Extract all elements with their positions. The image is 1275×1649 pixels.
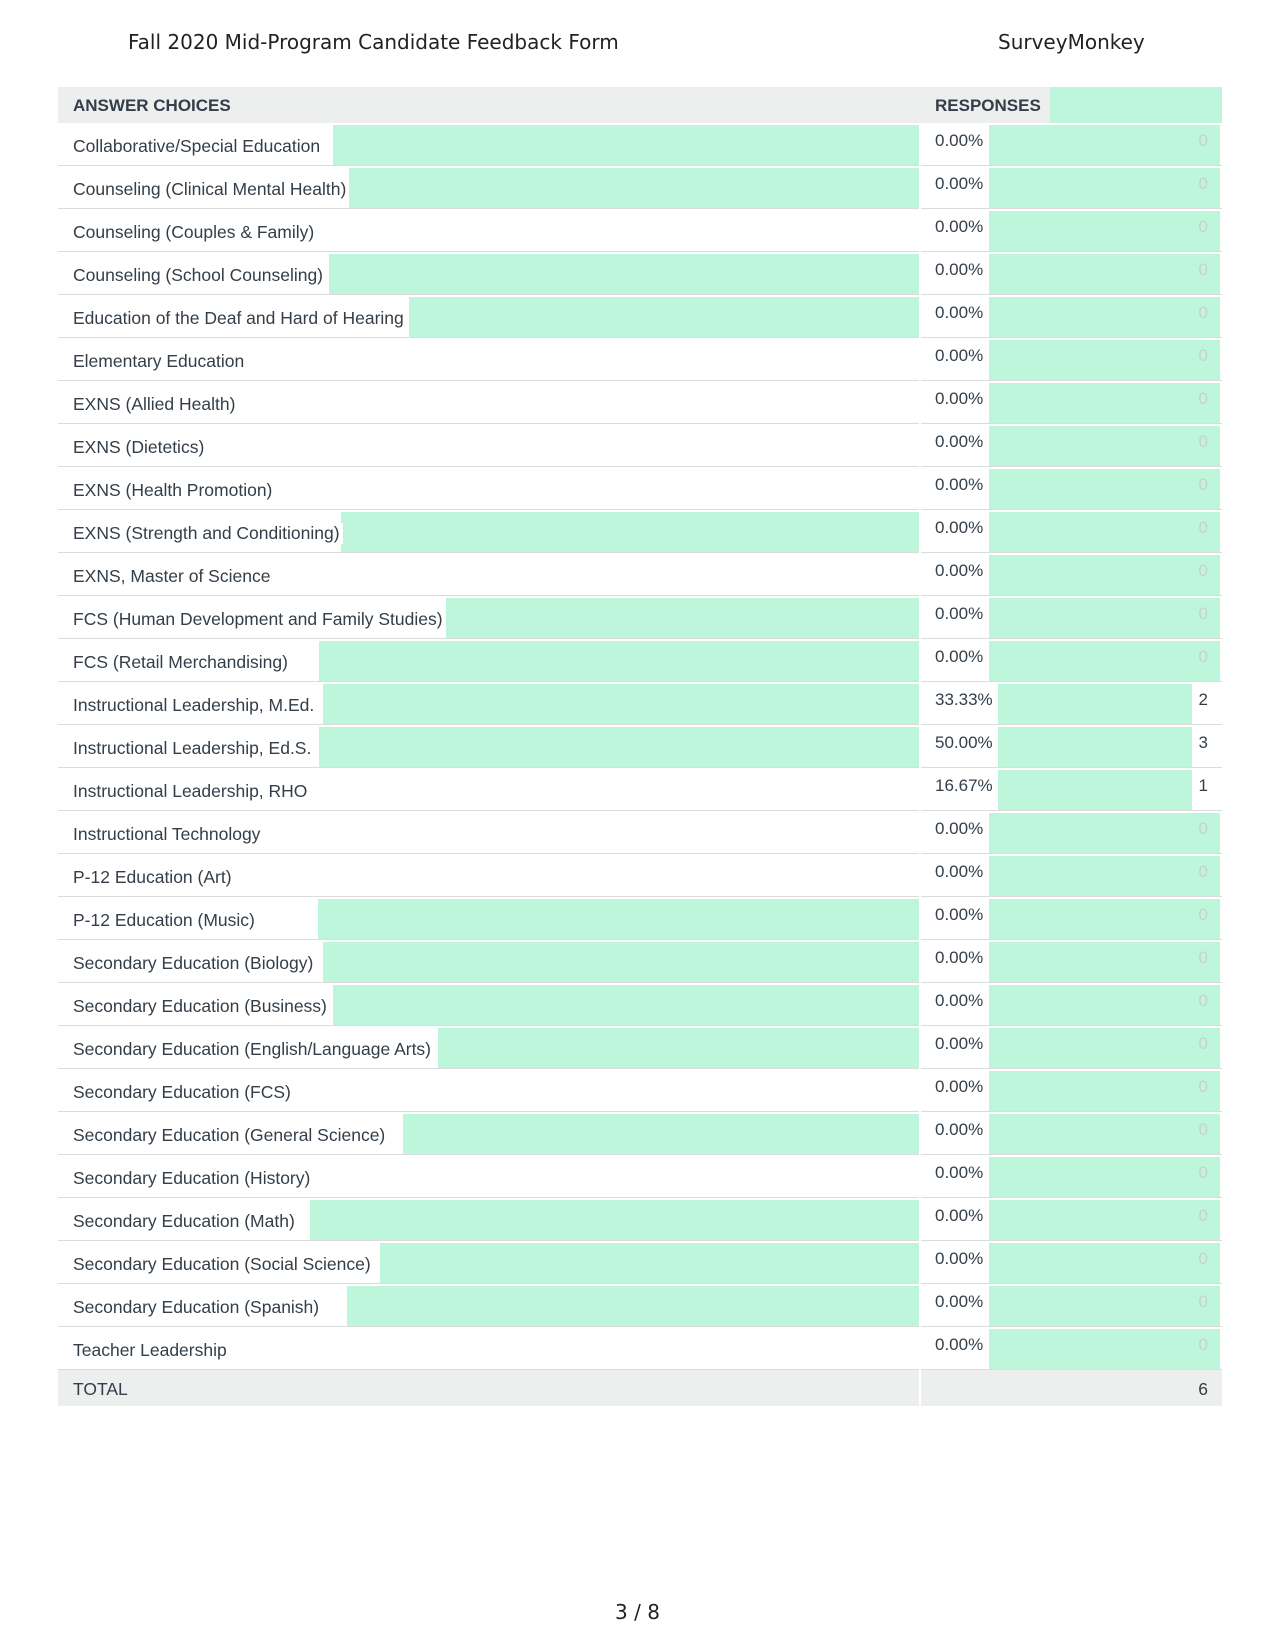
table-row <box>58 1112 1222 1155</box>
answer-bar <box>349 168 919 208</box>
table-row <box>58 596 1222 639</box>
column-separator <box>919 1198 921 1241</box>
total-count: 6 <box>1198 1379 1208 1399</box>
answer-bar <box>409 297 919 337</box>
response-count: 3 <box>1198 733 1208 752</box>
response-percent: 0.00% <box>935 1034 984 1053</box>
answer-choice-label: Secondary Education (History) <box>73 1168 313 1189</box>
response-percent: 0.00% <box>935 260 984 279</box>
response-count: 0 <box>1198 174 1208 193</box>
answer-bar <box>319 641 919 681</box>
answer-choice-label: Secondary Education (Social Science) <box>73 1254 374 1275</box>
response-percent: 0.00% <box>935 518 984 537</box>
table-row <box>58 553 1222 596</box>
response-count: 0 <box>1198 561 1208 580</box>
response-bar <box>989 211 1220 251</box>
response-percent: 0.00% <box>935 346 984 365</box>
table-row <box>58 897 1222 940</box>
response-count: 0 <box>1198 1206 1208 1225</box>
response-bar <box>989 1200 1220 1240</box>
responses-table <box>58 87 1222 1406</box>
response-bar <box>989 598 1220 638</box>
response-count: 0 <box>1198 346 1208 365</box>
answer-choice-label: Secondary Education (English/Language Arts) <box>73 1039 434 1060</box>
answer-choice-label: Instructional Leadership, RHO <box>73 781 310 802</box>
response-percent: 0.00% <box>935 389 984 408</box>
response-bar <box>989 1286 1220 1326</box>
table-total-row <box>58 1370 1222 1406</box>
column-separator <box>919 639 921 682</box>
answer-choice-label: Secondary Education (Biology) <box>73 953 316 974</box>
response-bar <box>989 1243 1220 1283</box>
answer-bar <box>446 598 919 638</box>
answer-choice-label: P-12 Education (Music) <box>73 910 258 931</box>
response-count: 0 <box>1198 131 1208 150</box>
response-bar <box>989 297 1220 337</box>
answer-choice-label: Counseling (Clinical Mental Health) <box>73 179 349 200</box>
response-count: 0 <box>1198 604 1208 623</box>
column-separator <box>919 209 921 252</box>
table-row <box>58 1198 1222 1241</box>
answer-choice-label: P-12 Education (Art) <box>73 867 235 888</box>
column-separator <box>919 725 921 768</box>
column-separator <box>919 983 921 1026</box>
response-count: 0 <box>1198 1120 1208 1139</box>
column-separator <box>919 1241 921 1284</box>
answer-choice-label: FCS (Retail Merchandising) <box>73 652 291 673</box>
table-row <box>58 768 1222 811</box>
table-row <box>58 1284 1222 1327</box>
answer-bar <box>318 899 919 939</box>
column-header-responses-cell <box>920 87 1222 123</box>
response-count: 0 <box>1198 905 1208 924</box>
response-count: 0 <box>1198 475 1208 494</box>
response-percent: 0.00% <box>935 1077 984 1096</box>
response-percent: 0.00% <box>935 948 984 967</box>
response-count: 0 <box>1198 862 1208 881</box>
column-separator <box>919 338 921 381</box>
answer-choice-label: Secondary Education (General Science) <box>73 1125 388 1146</box>
response-bar <box>998 684 1192 724</box>
table-row <box>58 381 1222 424</box>
response-percent: 0.00% <box>935 432 984 451</box>
column-separator <box>919 1155 921 1198</box>
response-bar <box>989 555 1220 595</box>
response-bar <box>989 426 1220 466</box>
response-percent: 0.00% <box>935 174 984 193</box>
table-row <box>58 983 1222 1026</box>
page-number: 3 / 8 <box>615 1600 660 1624</box>
response-bar <box>989 383 1220 423</box>
answer-bar <box>341 512 919 552</box>
response-count: 0 <box>1198 1249 1208 1268</box>
response-bar <box>998 770 1192 810</box>
response-bar <box>989 1028 1220 1068</box>
answer-choice-label: Secondary Education (FCS) <box>73 1082 294 1103</box>
table-row <box>58 424 1222 467</box>
response-bar <box>989 899 1220 939</box>
response-count: 0 <box>1198 303 1208 322</box>
answer-bar <box>347 1286 919 1326</box>
column-separator <box>919 1327 921 1370</box>
page-header <box>0 28 1275 58</box>
table-row <box>58 252 1222 295</box>
response-count: 0 <box>1198 389 1208 408</box>
response-percent: 0.00% <box>935 1335 984 1354</box>
answer-bar <box>323 942 919 982</box>
response-bar <box>989 254 1220 294</box>
answer-choice-label: Secondary Education (Spanish) <box>73 1297 322 1318</box>
answer-choice-label: Secondary Education (Business) <box>73 996 330 1017</box>
response-count: 0 <box>1198 948 1208 967</box>
answer-choice-label: EXNS, Master of Science <box>73 566 273 587</box>
response-percent: 0.00% <box>935 217 984 236</box>
table-row <box>58 682 1222 725</box>
table-row <box>58 940 1222 983</box>
response-bar <box>998 727 1192 767</box>
response-count: 1 <box>1198 776 1208 795</box>
response-percent: 0.00% <box>935 991 984 1010</box>
answer-bar <box>438 1028 919 1068</box>
column-separator <box>919 940 921 983</box>
response-count: 0 <box>1198 1163 1208 1182</box>
table-row <box>58 854 1222 897</box>
response-percent: 33.33% <box>935 690 993 709</box>
response-percent: 0.00% <box>935 1163 984 1182</box>
answer-bar <box>403 1114 919 1154</box>
response-bar <box>989 469 1220 509</box>
response-percent: 0.00% <box>935 1206 984 1225</box>
response-bar <box>989 813 1220 853</box>
response-percent: 0.00% <box>935 131 984 150</box>
response-percent: 0.00% <box>935 561 984 580</box>
brand-name: SurveyMonkey <box>998 30 1145 54</box>
response-percent: 0.00% <box>935 303 984 322</box>
response-count: 0 <box>1198 991 1208 1010</box>
table-row <box>58 1241 1222 1284</box>
table-header <box>58 87 1222 123</box>
response-bar <box>989 856 1220 896</box>
response-percent: 50.00% <box>935 733 993 752</box>
answer-choice-label: Teacher Leadership <box>73 1340 230 1361</box>
response-bar <box>989 340 1220 380</box>
response-percent: 0.00% <box>935 1120 984 1139</box>
response-percent: 0.00% <box>935 1292 984 1311</box>
response-bar <box>989 942 1220 982</box>
column-separator <box>919 381 921 424</box>
table-row <box>58 725 1222 768</box>
answer-choice-label: Instructional Leadership, M.Ed. <box>73 695 317 716</box>
table-row <box>58 209 1222 252</box>
column-header-answer-choices: ANSWER CHOICES <box>73 96 231 115</box>
answer-choice-label: Instructional Technology <box>73 824 263 845</box>
response-bar <box>989 1071 1220 1111</box>
answer-choice-label: EXNS (Allied Health) <box>73 394 238 415</box>
column-separator <box>919 1026 921 1069</box>
answer-choice-label: Elementary Education <box>73 351 247 372</box>
response-percent: 0.00% <box>935 905 984 924</box>
response-count: 0 <box>1198 1292 1208 1311</box>
response-count: 0 <box>1198 819 1208 838</box>
answer-bar <box>333 125 919 165</box>
response-bar <box>989 125 1220 165</box>
response-count: 0 <box>1198 432 1208 451</box>
response-percent: 0.00% <box>935 647 984 666</box>
response-bar <box>989 985 1220 1025</box>
answer-choice-label: Secondary Education (Math) <box>73 1211 298 1232</box>
table-row <box>58 1026 1222 1069</box>
response-percent: 16.67% <box>935 776 993 795</box>
answer-choice-label: EXNS (Health Promotion) <box>73 480 275 501</box>
answer-choice-label: Education of the Deaf and Hard of Hearing <box>73 308 407 329</box>
response-percent: 0.00% <box>935 475 984 494</box>
table-row <box>58 1069 1222 1112</box>
total-label: TOTAL <box>73 1379 128 1399</box>
document-title: Fall 2020 Mid-Program Candidate Feedback Form <box>128 30 619 54</box>
response-bar <box>989 641 1220 681</box>
answer-choice-label: FCS (Human Development and Family Studies) <box>73 609 446 630</box>
table-row <box>58 166 1222 209</box>
table-row <box>58 467 1222 510</box>
response-count: 2 <box>1198 690 1208 709</box>
column-separator <box>919 123 921 166</box>
column-separator <box>919 768 921 811</box>
response-count: 0 <box>1198 217 1208 236</box>
response-percent: 0.00% <box>935 604 984 623</box>
column-separator <box>919 295 921 338</box>
answer-bar <box>310 1200 919 1240</box>
answer-choice-label: EXNS (Strength and Conditioning) <box>73 523 343 544</box>
response-percent: 0.00% <box>935 819 984 838</box>
response-percent: 0.00% <box>935 862 984 881</box>
table-row <box>58 510 1222 553</box>
table-row <box>58 295 1222 338</box>
answer-bar <box>380 1243 919 1283</box>
response-count: 0 <box>1198 260 1208 279</box>
answer-choice-label: Counseling (School Counseling) <box>73 265 326 286</box>
answer-bar <box>323 684 919 724</box>
column-separator <box>919 252 921 295</box>
answer-bar <box>319 727 919 767</box>
response-count: 0 <box>1198 1034 1208 1053</box>
answer-choice-label: Counseling (Couples & Family) <box>73 222 317 243</box>
table-body <box>58 123 1222 1370</box>
response-count: 0 <box>1198 1077 1208 1096</box>
response-bar <box>989 1157 1220 1197</box>
column-separator <box>919 553 921 596</box>
column-header-responses-bar <box>1050 87 1222 123</box>
answer-choice-label: EXNS (Dietetics) <box>73 437 207 458</box>
table-row <box>58 123 1222 166</box>
table-row <box>58 1155 1222 1198</box>
column-separator <box>919 1112 921 1155</box>
answer-bar <box>333 985 919 1025</box>
answer-choice-label: Instructional Leadership, Ed.S. <box>73 738 314 759</box>
column-separator <box>919 811 921 854</box>
table-row <box>58 338 1222 381</box>
response-bar <box>989 1114 1220 1154</box>
answer-bar <box>329 254 919 294</box>
response-count: 0 <box>1198 1335 1208 1354</box>
table-row <box>58 811 1222 854</box>
column-separator <box>919 596 921 639</box>
answer-choice-label: Collaborative/Special Education <box>73 136 323 157</box>
response-percent: 0.00% <box>935 1249 984 1268</box>
response-bar <box>989 168 1220 208</box>
response-count: 0 <box>1198 647 1208 666</box>
response-bar <box>989 1329 1220 1369</box>
column-separator <box>919 1284 921 1327</box>
table-row <box>58 1327 1222 1370</box>
response-bar <box>989 512 1220 552</box>
column-separator <box>919 897 921 940</box>
column-separator <box>919 467 921 510</box>
column-separator <box>919 1370 921 1406</box>
table-row <box>58 639 1222 682</box>
column-separator <box>919 424 921 467</box>
column-separator <box>919 510 921 553</box>
column-separator <box>919 1069 921 1112</box>
column-header-responses: RESPONSES <box>935 96 1041 115</box>
column-separator <box>919 682 921 725</box>
column-separator <box>919 166 921 209</box>
response-count: 0 <box>1198 518 1208 537</box>
column-separator <box>919 854 921 897</box>
